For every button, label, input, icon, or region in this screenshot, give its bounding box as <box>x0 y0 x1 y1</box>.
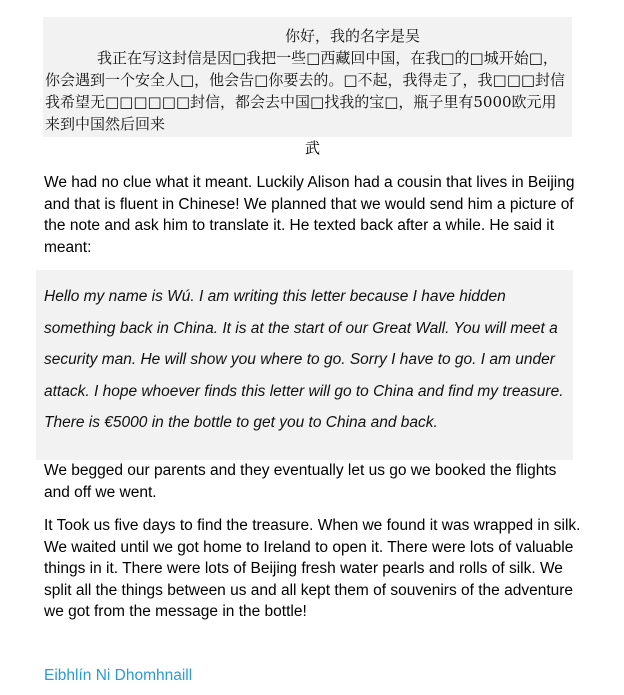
paragraph-treasure: It Took us five days to find the treasure. When we found it was wrapped in silk. We waited until we got home to Ireland to open it. There were lots of valuable things in it. There were lots of Beijing fresh water pearls and rolls of silk. We split all the things between us and all kept them of souvenirs of the adventure we got from the message in the bottle! <box>44 517 581 620</box>
chinese-note-body: 我正在写这封信是因□我把一些□西藏回中国，在我□的□城开始□，你会遇到一个安全人□，他会告□你要去的。□不起，我得走了，我□□□封信我希望无□□□□□□封信，都会去中国□找我的宝□，瓶子里有5000欧元用来到中国然后回来 <box>45 49 566 133</box>
chinese-greeting: 你好，我的名字是吴 <box>284 27 420 45</box>
chinese-signature-row <box>43 137 572 159</box>
chinese-signature: 武 <box>304 139 320 157</box>
author-name-link[interactable]: Eibhlín Ni Dhomhnaill <box>44 667 193 684</box>
paragraph-parents: We begged our parents and they eventually let us go we booked the flights and off we went. <box>44 462 557 501</box>
translation-text: Hello my name is Wú. I am writing this letter because I have hidden something back in China. It is at the start of our Great Wall. You will meet a security man. He will show you where to go. Sorry I have to go. I am under attack. I hope whoever finds this letter will go to China and find my treasure. There is €5000 in the bottle to get you to China and back. <box>44 288 564 431</box>
chinese-note-box <box>43 17 572 137</box>
paragraph-cousin-translation: We had no clue what it meant. Luckily Alison had a cousin that lives in Beijing and that is fluent in Chinese! We planned that we would send him a picture of the note and ask him to translate it. He texted back after a while. He said it meant: <box>44 174 575 256</box>
translation-quote-box <box>36 270 573 460</box>
